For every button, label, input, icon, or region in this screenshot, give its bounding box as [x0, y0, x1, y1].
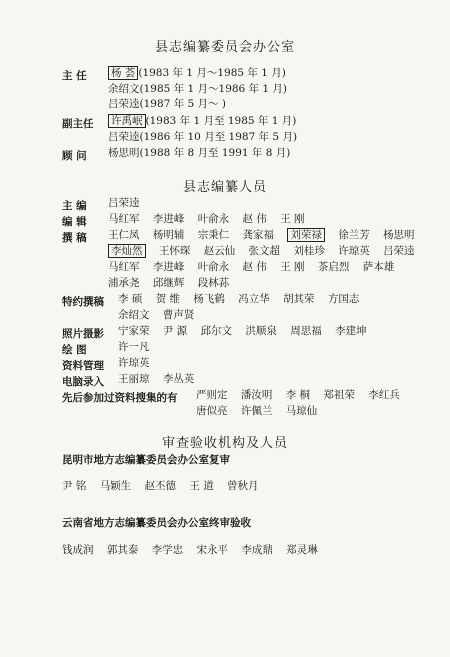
fuzhuren-name-2: 吕荣逵 — [108, 131, 140, 143]
yunnan-name: 郑灵琳 — [286, 544, 318, 556]
ziliao-name: 许琼英 — [118, 357, 150, 369]
zhuren-entry-1 — [108, 68, 286, 79]
zhuangao-name: 吕荣逵 — [383, 245, 415, 257]
teyue-name: 胡其荣 — [283, 293, 315, 305]
zhuangao-name-boxed: 刘荣禄 — [287, 228, 325, 242]
zhuren-term-3: (1987 年 5 月～ ) — [139, 98, 226, 110]
zhaopian-names — [118, 326, 377, 337]
role-zhuren: 主 任 — [62, 70, 87, 82]
diannao-name: 李丛英 — [162, 373, 195, 385]
yunnan-names — [62, 545, 328, 556]
kunming-names — [62, 481, 269, 492]
role-huitu: 绘 图 — [62, 344, 87, 356]
xianhou-name: 唐似亮 — [196, 405, 228, 417]
zhuangao-name-boxed: 李灿然 — [108, 244, 146, 258]
review-title: 审查验收机构及人员 — [161, 436, 288, 451]
zhuangao-name: 赵云仙 — [203, 245, 236, 257]
xianhou-name: 马琼仙 — [285, 405, 318, 417]
diannao-names — [118, 374, 204, 385]
zhuangao-name: 赵 伟 — [242, 261, 267, 273]
fuzhuren-term-1: (1983 年 1 月至 1985 年 1 月) — [145, 115, 297, 127]
yunnan-heading: 云南省地方志编纂委员会办公室终审验收 — [62, 517, 251, 529]
xianhou-name: 潘汝明 — [240, 389, 273, 401]
zhaopian-name: 尹 源 — [162, 325, 188, 337]
kunming-name: 曾秋月 — [227, 480, 259, 492]
zhuangao-name: 许琼英 — [338, 245, 370, 257]
xianhou-name: 郑祖荣 — [323, 389, 355, 401]
yunnan-name: 李成鼎 — [241, 544, 273, 556]
zhuangao-name: 杨思明 — [383, 229, 415, 241]
zhuangao-line-1 — [108, 230, 425, 241]
zhuren-name-2: 余绍文 — [108, 83, 140, 95]
zhuangao-name: 王仁凤 — [108, 229, 140, 241]
role-xianhou: 先后参加过资料搜集的有 — [62, 392, 178, 404]
huitu-names — [118, 342, 160, 353]
role-bianji: 编 辑 — [62, 216, 87, 228]
kunming-name: 马颖生 — [99, 480, 132, 492]
zhuangao-name: 龚家福 — [242, 229, 275, 241]
zhuangao-name: 马红军 — [108, 261, 140, 273]
diannao-name: 王丽琼 — [118, 373, 150, 385]
role-fuzhuren: 副主任 — [62, 118, 94, 130]
teyue-name: 方国志 — [327, 293, 360, 305]
zhuangao-name: 邱继辉 — [152, 277, 185, 289]
teyue-line-1 — [118, 294, 369, 305]
zhubian-names — [108, 198, 150, 209]
zhuangao-name: 萨本雄 — [362, 261, 395, 273]
xianhou-name: 李 桐 — [285, 389, 311, 401]
bianji-names — [108, 214, 315, 225]
zhuren-name-1: 杨 荟 — [108, 66, 138, 80]
bianji-name-4: 赵 伟 — [242, 213, 267, 225]
xianhou-name: 许佩兰 — [240, 405, 273, 417]
zhaopian-name: 洪顺泉 — [245, 325, 277, 337]
yunnan-name: 钱成润 — [62, 544, 94, 556]
fuzhuren-entry-2 — [108, 132, 297, 143]
ziliao-names — [118, 358, 160, 369]
role-zhuangao: 撰 稿 — [62, 232, 87, 244]
yunnan-name: 李学忠 — [151, 544, 184, 556]
zhuangao-name: 王 刚 — [280, 261, 305, 273]
role-diannao: 电脑录入 — [62, 376, 104, 388]
zhuangao-name: 杨明辅 — [152, 229, 185, 241]
staff-title: 县志编纂人员 — [182, 180, 267, 195]
zhuren-entry-3 — [108, 99, 226, 110]
teyue-name: 贺 维 — [155, 293, 181, 305]
fuzhuren-term-2: (1986 年 10 月至 1987 年 5 月) — [139, 131, 298, 143]
bianji-name-1: 马红军 — [108, 213, 140, 225]
zhuangao-name: 李进峰 — [152, 261, 185, 273]
kunming-name: 王 道 — [189, 480, 214, 492]
yunnan-name: 宋永平 — [196, 544, 229, 556]
teyue-name: 杨飞鹤 — [193, 293, 225, 305]
kunming-name: 赵丕德 — [144, 480, 177, 492]
zhuangao-name: 刘桂珍 — [293, 245, 325, 257]
zhuangao-name: 王怀琛 — [158, 245, 191, 257]
yunnan-name: 郭其泰 — [106, 544, 139, 556]
zhuangao-line-3 — [108, 262, 404, 273]
zhuren-term-2: (1985 年 1 月～1986 年 1 月) — [139, 83, 288, 95]
guwen-entry-1 — [108, 148, 290, 159]
zhuren-entry-2 — [108, 84, 287, 95]
zhuangao-line-4 — [108, 278, 239, 289]
zhuangao-name: 宗秉仁 — [197, 229, 230, 241]
zhuangao-name: 张文超 — [248, 245, 281, 257]
zhuangao-name: 叶俞永 — [197, 261, 230, 273]
huitu-name: 许一凡 — [118, 341, 150, 353]
zhaopian-name: 邱尔文 — [200, 325, 233, 337]
role-teyue: 特约撰稿 — [62, 296, 104, 308]
guwen-term-1: (1988 年 8 月至 1991 年 8 月) — [139, 147, 291, 159]
role-zhaopian: 照片摄影 — [62, 328, 104, 340]
zhuangao-line-2 — [108, 246, 425, 257]
teyue-name: 冯立华 — [238, 293, 270, 305]
zhuangao-name: 徐兰芳 — [338, 229, 370, 241]
office-title: 县志编纂委员会办公室 — [154, 40, 295, 55]
xianhou-line-1 — [196, 390, 410, 401]
role-ziliao: 资料管理 — [62, 360, 104, 372]
zhuren-name-3: 吕荣逵 — [108, 98, 140, 110]
xianhou-line-2 — [196, 406, 327, 417]
zhaopian-name: 宁家荣 — [118, 325, 150, 337]
zhuangao-name: 段林荪 — [197, 277, 230, 289]
teyue-name: 余绍文 — [118, 309, 150, 321]
xianhou-name: 李红兵 — [368, 389, 400, 401]
kunming-heading: 昆明市地方志编纂委员会办公室复审 — [62, 454, 230, 466]
role-zhubian: 主 编 — [62, 200, 87, 212]
zhuren-term-1: (1983 年 1 月～1985 年 1 月) — [138, 67, 286, 79]
teyue-name: 李 硕 — [118, 293, 143, 305]
xianhou-name: 严则定 — [196, 389, 228, 401]
teyue-line-2 — [118, 310, 204, 321]
guwen-name-1: 杨思明 — [108, 147, 140, 159]
fuzhuren-entry-1 — [108, 116, 296, 127]
role-guwen: 顾 问 — [62, 150, 87, 162]
bianji-name-5: 王 刚 — [280, 213, 305, 225]
bianji-name-3: 叶俞永 — [197, 213, 230, 225]
kunming-name: 尹 铭 — [62, 480, 87, 492]
teyue-name: 曹声贤 — [162, 309, 195, 321]
zhubian-name-1: 吕荣逵 — [108, 197, 140, 209]
zhuangao-name: 茶启烈 — [317, 261, 350, 273]
bianji-name-2: 李进峰 — [152, 213, 185, 225]
zhaopian-name: 李建坤 — [335, 325, 367, 337]
zhuangao-name: 浦承尧 — [108, 277, 140, 289]
fuzhuren-name-1: 许禹岷 — [108, 114, 146, 128]
zhaopian-name: 周思福 — [290, 325, 322, 337]
